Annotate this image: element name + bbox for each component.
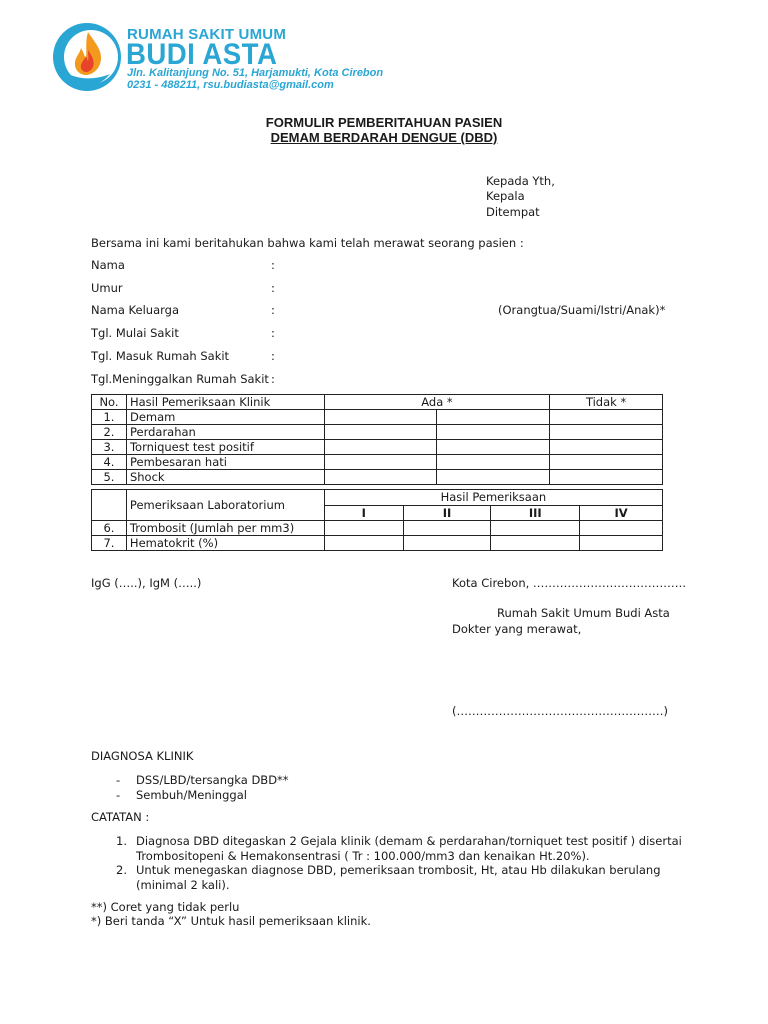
row-item: Perdarahan: [126, 425, 324, 440]
lab-col-header: I: [324, 505, 403, 521]
field-colon: :: [271, 258, 275, 272]
header-ada: Ada *: [324, 395, 549, 410]
catatan-num: 2.: [116, 863, 127, 877]
lab-header-row: [92, 490, 663, 506]
cell-tidak[interactable]: [550, 470, 663, 485]
diagnosa-item: DSS/LBD/tersangka DBD**: [136, 773, 289, 787]
row-item: Torniquest test positif: [126, 440, 324, 455]
lab-header-empty: [92, 490, 127, 521]
lab-cell[interactable]: [491, 536, 580, 551]
row-no: 4.: [92, 455, 127, 470]
clinical-exam-table: [91, 394, 663, 485]
catatan-line: (minimal 2 kali).: [136, 878, 230, 892]
lab-result-header: Hasil Pemeriksaan: [324, 490, 662, 506]
field-colon: :: [271, 303, 275, 317]
table-row: [92, 470, 663, 485]
lab-cell[interactable]: [403, 521, 491, 536]
catatan-line: Untuk menegaskan diagnose DBD, pemeriksaan trombosit, Ht, atau Hb dilakukan berulang: [136, 863, 661, 877]
row-item: Pembesaran hati: [126, 455, 324, 470]
cell-ada[interactable]: [324, 410, 437, 425]
field-label-tgl-masuk: Tgl. Masuk Rumah Sakit: [91, 349, 230, 363]
catatan-line: Trombositopeni & Hemakonsentrasi ( Tr : 100.000/mm3 dan kenaikan Ht.20%).: [136, 849, 590, 863]
cell-ada[interactable]: [437, 455, 550, 470]
field-label-tgl-mulai: Tgl. Mulai Sakit: [91, 326, 179, 340]
lab-col-header: IV: [580, 505, 663, 521]
flame-logo-icon: [50, 20, 124, 94]
hospital-name-main: BUDI ASTA: [126, 38, 278, 71]
row-item: Demam: [126, 410, 324, 425]
form-title: FORMULIR PEMBERITAHUAN PASIEN: [265, 115, 503, 130]
row-item: Shock: [126, 470, 324, 485]
diagnosa-heading: DIAGNOSA KLINIK: [91, 749, 194, 763]
header-no: No.: [92, 395, 127, 410]
row-no: 2.: [92, 425, 127, 440]
lab-cell[interactable]: [403, 536, 491, 551]
cell-ada[interactable]: [437, 410, 550, 425]
row-no: 5.: [92, 470, 127, 485]
row-no: 1.: [92, 410, 127, 425]
field-colon: :: [271, 349, 275, 363]
field-label-nama-keluarga: Nama Keluarga: [91, 303, 180, 317]
cell-ada[interactable]: [437, 425, 550, 440]
field-colon: :: [271, 281, 275, 295]
field-colon: :: [271, 326, 275, 340]
cell-ada[interactable]: [437, 470, 550, 485]
signature-doctor-label: Dokter yang merawat,: [452, 622, 582, 636]
bullet: -: [116, 773, 121, 787]
table-header-row: [92, 395, 663, 410]
header-tidak: Tidak *: [550, 395, 663, 410]
table-row: [92, 425, 663, 440]
row-no: 7.: [92, 536, 127, 551]
row-no: 6.: [92, 521, 127, 536]
recipient-line: Kepada Yth,: [486, 174, 555, 188]
cell-ada[interactable]: [324, 470, 437, 485]
cell-tidak[interactable]: [550, 425, 663, 440]
bullet: -: [116, 788, 121, 802]
table-row: [92, 440, 663, 455]
field-note-relation: (Orangtua/Suami/Istri/Anak)*: [498, 303, 666, 317]
table-row: [92, 455, 663, 470]
signature-hospital: Rumah Sakit Umum Budi Asta: [497, 606, 670, 620]
lab-cell[interactable]: [491, 521, 580, 536]
table-row: [92, 521, 663, 536]
serology-text: IgG (…..), IgM (…..): [91, 576, 202, 590]
catatan-heading: CATATAN :: [91, 810, 150, 824]
lab-cell[interactable]: [580, 536, 663, 551]
lab-cell[interactable]: [580, 521, 663, 536]
footnote: **) Coret yang tidak perlu: [91, 900, 240, 914]
hospital-name-top: RUMAH SAKIT UMUM: [127, 26, 287, 43]
table-row: [92, 536, 663, 551]
cell-ada[interactable]: [324, 440, 437, 455]
cell-tidak[interactable]: [550, 455, 663, 470]
cell-ada[interactable]: [324, 455, 437, 470]
signature-place-date: Kota Cirebon, ………………………………….: [452, 576, 687, 590]
cell-ada[interactable]: [324, 425, 437, 440]
catatan-line: Diagnosa DBD ditegaskan 2 Gejala klinik (demam & perdarahan/torniquet test positif ) disertai: [136, 834, 682, 848]
table-row: [92, 410, 663, 425]
lab-cell[interactable]: [324, 521, 403, 536]
lab-cell[interactable]: [324, 536, 403, 551]
field-label-nama: Nama: [91, 258, 125, 272]
lab-exam-table: [91, 489, 663, 551]
catatan-num: 1.: [116, 834, 127, 848]
hospital-address: Jln. Kalitanjung No. 51, Harjamukti, Kota Cirebon: [127, 67, 384, 79]
lab-col-header: III: [491, 505, 580, 521]
cell-tidak[interactable]: [550, 440, 663, 455]
footnote: *) Beri tanda “X” Untuk hasil pemeriksaan klinik.: [91, 914, 371, 928]
cell-tidak[interactable]: [550, 410, 663, 425]
field-label-tgl-keluar: Tgl.Meninggalkan Rumah Sakit: [91, 372, 269, 386]
form-subtitle: DEMAM BERDARAH DENGUE (DBD): [270, 130, 498, 145]
cell-ada[interactable]: [437, 440, 550, 455]
intro-text: Bersama ini kami beritahukan bahwa kami telah merawat seorang pasien :: [91, 236, 524, 250]
diagnosa-item: Sembuh/Meninggal: [136, 788, 247, 802]
field-colon: :: [271, 372, 275, 386]
field-label-umur: Umur: [91, 281, 123, 295]
row-item: Trombosit (Jumlah per mm3): [126, 521, 324, 536]
signature-blank: (………………………………………………): [452, 704, 668, 718]
recipient-line: Ditempat: [486, 205, 540, 219]
lab-header-label: Pemeriksaan Laboratorium: [126, 490, 324, 521]
row-item: Hematokrit (%): [126, 536, 324, 551]
hospital-contact: 0231 - 488211, rsu.budiasta@gmail.com: [127, 79, 334, 91]
row-no: 3.: [92, 440, 127, 455]
header-clinical: Hasil Pemeriksaan Klinik: [126, 395, 324, 410]
recipient-line: Kepala: [486, 189, 525, 203]
lab-col-header: II: [403, 505, 491, 521]
